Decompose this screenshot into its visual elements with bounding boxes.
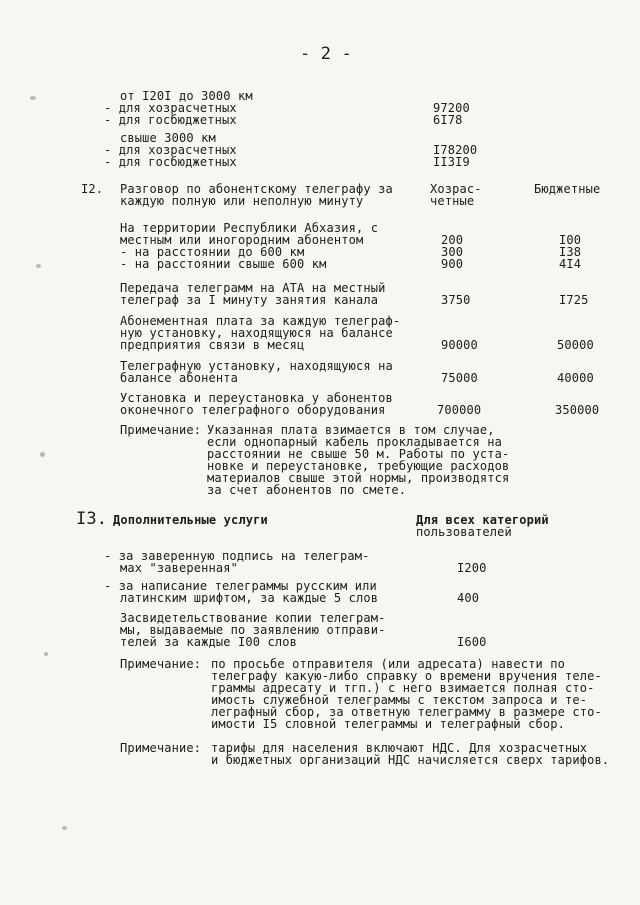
page-number: - 2 - — [300, 44, 352, 64]
note-text: телеграфу какую-либо справку о времени вручения теле- — [211, 669, 602, 683]
section-title: каждую полную или неполную минуту — [120, 194, 364, 208]
row-value: 97200 — [433, 101, 470, 115]
item-text: латинским шрифтом, за каждые 5 слов — [120, 591, 379, 605]
section-title: Дополнительные услуги — [113, 513, 268, 527]
scan-speck — [44, 652, 48, 656]
item-text: мы, выдаваемые по заявлению отправи- — [120, 623, 386, 637]
section-title: Разговор по абонентскому телеграфу за — [120, 182, 393, 196]
row-value: I78200 — [433, 143, 478, 157]
scan-speck — [62, 826, 67, 830]
row-label: - для госбюджетных — [104, 113, 237, 127]
value-bud: I725 — [559, 293, 589, 307]
note-label: Примечание: — [120, 741, 202, 755]
item-text: Передача телеграмм на АТА на местный — [120, 281, 386, 295]
value-bud: 40000 — [557, 371, 594, 385]
value-bud: I38 — [559, 245, 582, 259]
column-header: четные — [430, 194, 475, 208]
value-bud: 50000 — [557, 338, 594, 352]
value-kh: 75000 — [441, 371, 478, 385]
item-text: Установка и переустановка у абонентов — [120, 391, 393, 405]
value-kh: 900 — [441, 257, 464, 271]
note-text: расстоянии не свыше 50 м. Работы по уста- — [207, 447, 510, 461]
note-text: имость служебной телеграммы с текстом запроса и те- — [211, 693, 588, 707]
note-text: Указанная плата взимается в том случае, — [207, 423, 495, 437]
item-text: предприятия связи в месяц — [120, 338, 305, 352]
value-kh: 90000 — [441, 338, 478, 352]
item-value: I200 — [457, 561, 487, 575]
column-header: Для всех категорий — [416, 513, 549, 527]
item-text: На территории Республики Абхазия, с — [120, 221, 379, 235]
item-text: - на расстоянии до 600 км — [120, 245, 305, 259]
value-kh: 300 — [441, 245, 464, 259]
note-text: тарифы для населения включают НДС. Для хозрасчетных — [211, 741, 588, 755]
scan-speck — [40, 452, 45, 457]
scan-speck — [30, 96, 36, 100]
note-text: за счет абонентов по смете. — [207, 483, 407, 497]
note-text: и бюджетных организаций НДС начисляется сверх тарифов. — [211, 753, 610, 767]
item-text: балансе абонента — [120, 371, 238, 385]
scan-speck — [36, 264, 41, 268]
column-header: пользователей — [416, 525, 512, 539]
value-bud: I00 — [559, 233, 582, 247]
note-text: если однопарный кабель прокладывается на — [207, 435, 502, 449]
item-text: Засвидетельствование копии телеграм- — [120, 611, 386, 625]
value-bud: 4I4 — [559, 257, 582, 271]
note-text: леграфный сбор, за ответную телеграмму в размере сто- — [211, 705, 602, 719]
row-label: - для госбюджетных — [104, 155, 237, 169]
note-label: Примечание: — [120, 657, 202, 671]
note-text: имости I5 словной телеграммы и телеграфный сбор. — [211, 717, 565, 731]
value-kh: 3750 — [441, 293, 471, 307]
value-bud: 350000 — [555, 403, 600, 417]
note-text: граммы адресату и тгп.) с него взимается полная сто- — [211, 681, 595, 695]
row-label: - для хозрасчетных — [104, 143, 237, 157]
section-number: I2. — [81, 182, 104, 196]
row-label: - для хозрасчетных — [104, 101, 237, 115]
item-text: Телеграфную установку, находящуюся на — [120, 359, 393, 373]
row-value: II3I9 — [433, 155, 470, 169]
item-value: I600 — [457, 635, 487, 649]
range-heading: от I20I до 3000 км — [120, 89, 253, 103]
column-header: Хозрас- — [430, 182, 482, 196]
item-text: местным или иногородним абонентом — [120, 233, 364, 247]
section-number: I3. — [76, 509, 108, 529]
item-value: 400 — [457, 591, 480, 605]
item-text: - за заверенную подпись на телеграм- — [104, 549, 370, 563]
note-label: Примечание: — [120, 423, 202, 437]
item-text: мах "заверенная" — [120, 561, 238, 575]
value-kh: 200 — [441, 233, 464, 247]
value-kh: 700000 — [437, 403, 482, 417]
note-text: материалов свыше этой нормы, производятся — [207, 471, 510, 485]
note-text: по просьбе отправителя (или адресата) навести по — [211, 657, 565, 671]
column-header: Бюджетные — [534, 182, 601, 196]
item-text: оконечного телеграфного оборудования — [120, 403, 386, 417]
item-text: Абонементная плата за каждую телеграф- — [120, 314, 401, 328]
item-text: - на расстоянии свыше 600 км — [120, 257, 327, 271]
item-text: телей за каждые I00 слов — [120, 635, 297, 649]
item-text: ную установку, находящуюся на балансе — [120, 326, 393, 340]
item-text: телеграф за I минуту занятия канала — [120, 293, 379, 307]
item-text: - за написание телеграммы русским или — [104, 579, 377, 593]
note-text: новке и переустановке, требующие расходов — [207, 459, 510, 473]
row-value: 6I78 — [433, 113, 463, 127]
range-heading: свыше 3000 км — [120, 131, 216, 145]
